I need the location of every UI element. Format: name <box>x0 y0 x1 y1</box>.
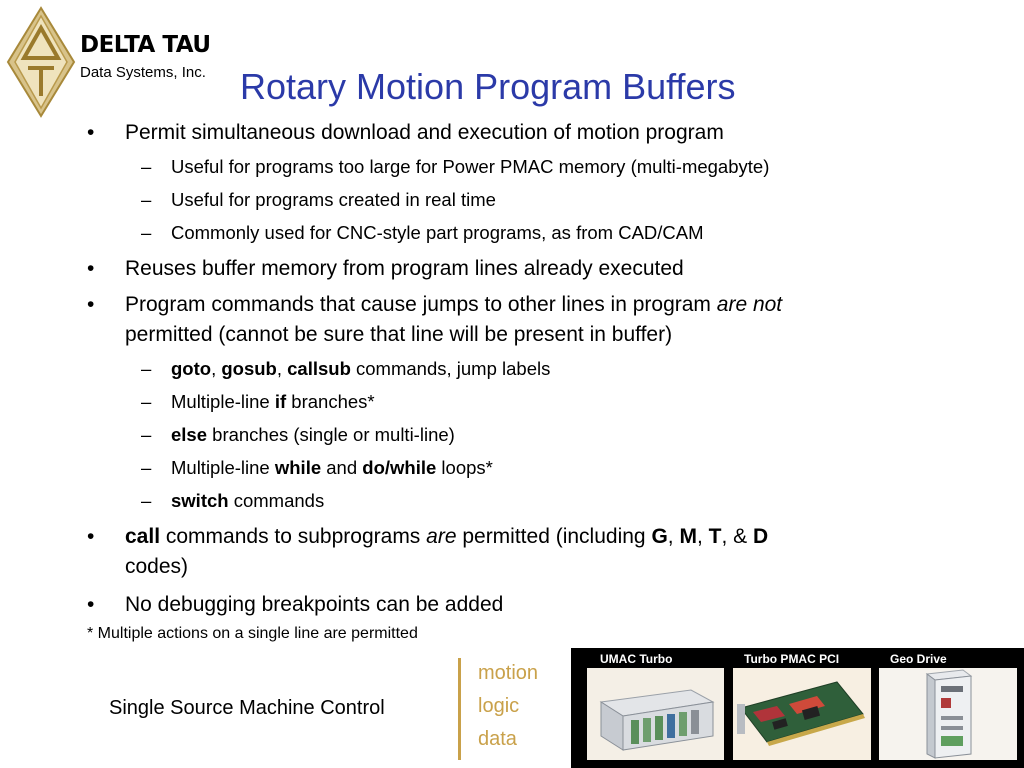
text-part: branches* <box>286 391 375 412</box>
dash-marker: – <box>141 358 152 379</box>
product-panel <box>571 648 1024 768</box>
text-part: Multiple-line <box>171 457 275 478</box>
footer-divider <box>458 658 461 760</box>
sub-bullet-text: Useful for programs created in real time <box>171 189 496 210</box>
sub-bullet-text: Useful for programs too large for Power PMAC memory (multi-megabyte) <box>171 156 770 177</box>
dash-marker: – <box>141 156 152 177</box>
keyword-if: if <box>274 391 287 412</box>
keyword-goto: goto <box>171 358 212 379</box>
dash-marker: – <box>141 222 152 243</box>
footnote: * Multiple actions on a single line are permitted <box>87 625 418 642</box>
text-part: , <box>211 358 222 379</box>
text-part: , <box>667 525 680 548</box>
brand-name: DELTA TAU <box>80 32 211 58</box>
slide-title: Rotary Motion Program Buffers <box>240 66 736 107</box>
dash-marker: – <box>141 457 152 478</box>
umac-rack-photo-icon <box>587 668 724 760</box>
keyword-slash: / <box>384 457 391 478</box>
dash-marker: – <box>141 391 152 412</box>
footer-keyword-logic: logic <box>478 695 520 717</box>
dash-marker: – <box>141 189 152 210</box>
keyword-while: while <box>390 457 437 478</box>
bullet-marker: • <box>87 293 95 316</box>
bullet-marker: • <box>87 525 95 548</box>
bullet-text <box>125 290 945 350</box>
code-d: D <box>752 525 769 548</box>
text-part: commands, jump labels <box>350 358 551 379</box>
keyword-callsub: callsub <box>287 358 351 379</box>
text-part: loops* <box>436 457 493 478</box>
emphasis-text: are not <box>716 293 783 316</box>
keyword-gosub: gosub <box>221 358 277 379</box>
bullet-text-part: Program commands that cause jumps to other lines in program <box>125 293 717 316</box>
bullet-text: Reuses buffer memory from program lines already executed <box>125 257 684 280</box>
text-part: branches (single or multi-line) <box>207 424 455 445</box>
text-part: Multiple-line <box>171 391 275 412</box>
keyword-else: else <box>171 424 208 445</box>
sub-bullet-text <box>171 356 931 382</box>
bullet-text-part: permitted (cannot be sure that line will be present in buffer) <box>125 323 673 346</box>
brand-subtitle: Data Systems, Inc. <box>80 64 206 81</box>
emphasis-text: are <box>426 525 457 548</box>
text-part: commands to subprograms <box>160 525 427 548</box>
bullet-text: No debugging breakpoints can be added <box>125 593 504 616</box>
dash-marker: – <box>141 490 152 511</box>
sub-bullet-text <box>171 488 931 514</box>
footer-keyword-motion: motion <box>478 662 539 684</box>
text-part: permitted (including <box>456 525 652 548</box>
footer-keyword-data: data <box>478 728 517 750</box>
keyword-call: call <box>125 525 161 548</box>
dash-marker: – <box>141 424 152 445</box>
bullet-marker: • <box>87 121 95 144</box>
bullet-marker: • <box>87 257 95 280</box>
pci-card-photo-icon <box>733 668 871 760</box>
sub-bullet-text <box>171 455 931 481</box>
text-part: commands <box>228 490 325 511</box>
keyword-do: do <box>362 457 385 478</box>
code-g: G <box>651 525 668 548</box>
product-label-umac: UMAC Turbo <box>600 652 673 666</box>
bullet-marker: • <box>87 593 95 616</box>
code-m: M <box>679 525 697 548</box>
delta-tau-logo-icon <box>6 6 76 118</box>
bullet-text <box>125 522 945 582</box>
product-label-pci: Turbo PMAC PCI <box>744 652 840 666</box>
footer-tagline: Single Source Machine Control <box>109 697 385 719</box>
text-part: , & <box>721 525 753 548</box>
keyword-while: while <box>274 457 322 478</box>
sub-bullet-text <box>171 389 931 415</box>
text-part: , <box>696 525 709 548</box>
text-part: codes) <box>125 555 189 578</box>
text-part: , <box>276 358 288 379</box>
keyword-switch: switch <box>171 490 229 511</box>
sub-bullet-text <box>171 422 931 448</box>
bullet-text: Permit simultaneous download and execution of motion program <box>125 121 724 144</box>
code-t: T <box>708 525 722 548</box>
text-part: and <box>321 457 363 478</box>
product-label-geo: Geo Drive <box>890 652 947 666</box>
geo-drive-photo-icon <box>879 668 1017 760</box>
sub-bullet-text: Commonly used for CNC-style part programs, as from CAD/CAM <box>171 222 704 243</box>
